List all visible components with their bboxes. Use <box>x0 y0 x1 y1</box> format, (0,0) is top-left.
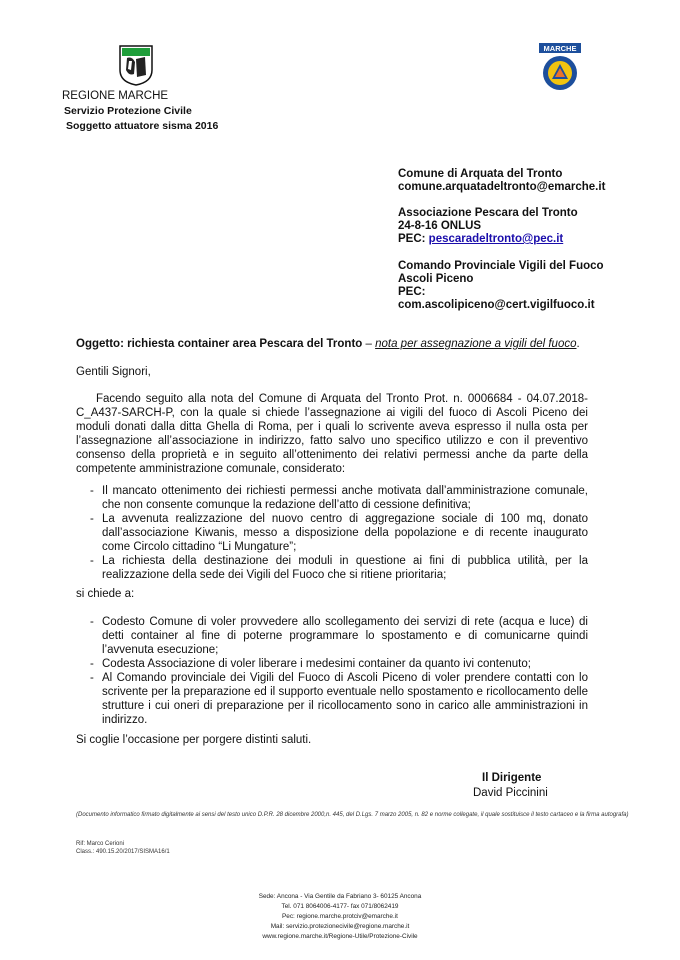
org-role: Soggetto attuatore sisma 2016 <box>66 120 219 132</box>
list-item: - La richiesta della destinazione dei moduli in questione ai fini di pubblica utilità, per la realizzazione della sede dei Vigili del Fuoco che si ritiene prioritaria; <box>76 554 588 582</box>
recipient-2-pec-link[interactable]: pescaradeltronto@pec.it <box>428 233 564 245</box>
subject-title: Oggetto: richiesta container area Pescara del Tronto <box>76 338 363 350</box>
greeting: Gentili Signori, <box>76 366 151 378</box>
signature-name: David Piccinini <box>473 787 548 799</box>
protezione-civile-marche-logo <box>538 42 582 92</box>
closing: Si coglie l’occasione per porgere distinti saluti. <box>76 734 312 746</box>
recipient-3-pec-label: PEC: <box>398 286 426 298</box>
footer-mail: Mail: servizio.protezionecivile@regione.marche.it <box>270 923 410 930</box>
ref-rif: Rif: Marco Cerioni <box>76 841 125 847</box>
marche-logo-text: MARCHE <box>543 44 577 53</box>
list-item: - Il mancato ottenimento dei richiesti permessi anche motivata dall’amministrazione comunale, che non consente comunque la redazione dell’atto di cessione definitiva; <box>76 484 588 512</box>
regione-marche-logo <box>118 44 154 86</box>
subject-end: . <box>576 338 580 350</box>
footer-website: www.regione.marche.it/Regione-Utile/Protezione-Civile <box>262 933 418 940</box>
list-item: - Codesto Comune di voler provvedere allo scollegamento dei servizi di rete (acqua e luce) di detti container al fine di poterne programmare lo spostamento e di comunicarne quindi l’avvenuta esecuzione; <box>76 615 588 657</box>
digital-signature-note: (Documento informatico firmato digitalmente ai sensi del testo unico D.P.R. 28 dicembre 2000,n. 445, del D.Lgs. 7 marzo 2005, n. 82 e norme collegate, il quale sostituisce il testo cartaceo e la firma autografa) <box>76 812 629 818</box>
recipient-1 <box>398 168 605 194</box>
considerations-list <box>76 484 588 582</box>
recipient-2-pec <box>398 233 578 246</box>
subject-note: nota per assegnazione a vigili del fuoco <box>375 338 577 350</box>
footer <box>0 892 680 942</box>
footer-phone: Tel. 071 8064006-4177- fax 071/8062419 <box>281 903 399 910</box>
org-name: REGIONE MARCHE <box>62 90 169 102</box>
recipient-3-name-cont: Ascoli Piceno <box>398 273 474 285</box>
ref-class: Class.: 490.15.20/2017/SISMA16/1 <box>76 849 170 855</box>
org-service: Servizio Protezione Civile <box>64 105 192 117</box>
recipient-2-pec-label: PEC: <box>398 233 429 245</box>
subject-line <box>76 337 588 351</box>
recipient-1-name: Comune di Arquata del Tronto <box>398 168 563 180</box>
recipient-2 <box>398 207 578 246</box>
list-item: - Al Comando provinciale dei Vigili del Fuoco di Ascoli Piceno di voler prendere contatti con lo scrivente per la preparazione ed il supporto eventuale nello spostamento e ricollocamento delle strutture i cui oneri di preparazione per il ricollocamento sono in carico alle amministrazioni in indirizzo. <box>76 671 588 727</box>
list-item: - La avvenuta realizzazione del nuovo centro di aggregazione sociale di 100 mq, donato dall’associazione Kiwanis, messo a disposizione della popolazione e di recente inaugurato come Circolo cittadino “Li Mungature”; <box>76 512 588 554</box>
recipient-2-name: Associazione Pescara del Tronto <box>398 207 578 219</box>
subject-dash: – <box>362 338 376 350</box>
recipient-3-name: Comando Provinciale Vigili del Fuoco <box>398 260 604 272</box>
recipient-1-email: comune.arquatadeltronto@emarche.it <box>398 181 606 193</box>
requests-list <box>76 615 588 727</box>
request-intro: si chiede a: <box>76 588 135 600</box>
signature-title: Il Dirigente <box>482 772 542 784</box>
footer-address: Sede: Ancona - Via Gentile da Fabriano 3- 60125 Ancona <box>258 893 422 900</box>
recipient-3-pec: com.ascolipiceno@cert.vigilfuoco.it <box>398 299 595 311</box>
list-item: - Codesta Associazione di voler liberare i medesimi container da quanto ivi contenuto; <box>76 657 588 671</box>
recipient-2-name-cont: 24-8-16 ONLUS <box>398 220 482 232</box>
intro-paragraph: Facendo seguito alla nota del Comune di Arquata del Tronto Prot. n. 0006684 - 04.07.2018-C_A437-SARCH-P, con la quale si chiede l’assegnazione ai vigili del fuoco di Ascoli Piceno dei moduli donati dalla ditta Ghella di Roma, per i quali lo scrivente aveva espresso il nulla osta per l’assegnazione all’associazione in indirizzo, fatto salvo uno specifico utilizzo e con il preventivo consenso della proprietà e in seguito all’ottenimento dei relativi permessi anche da parte della competente amministrazione comunale, considerato: <box>76 393 588 475</box>
recipient-3 <box>398 260 604 312</box>
footer-pec: Pec: regione.marche.protciv@emarche.it <box>282 913 398 920</box>
